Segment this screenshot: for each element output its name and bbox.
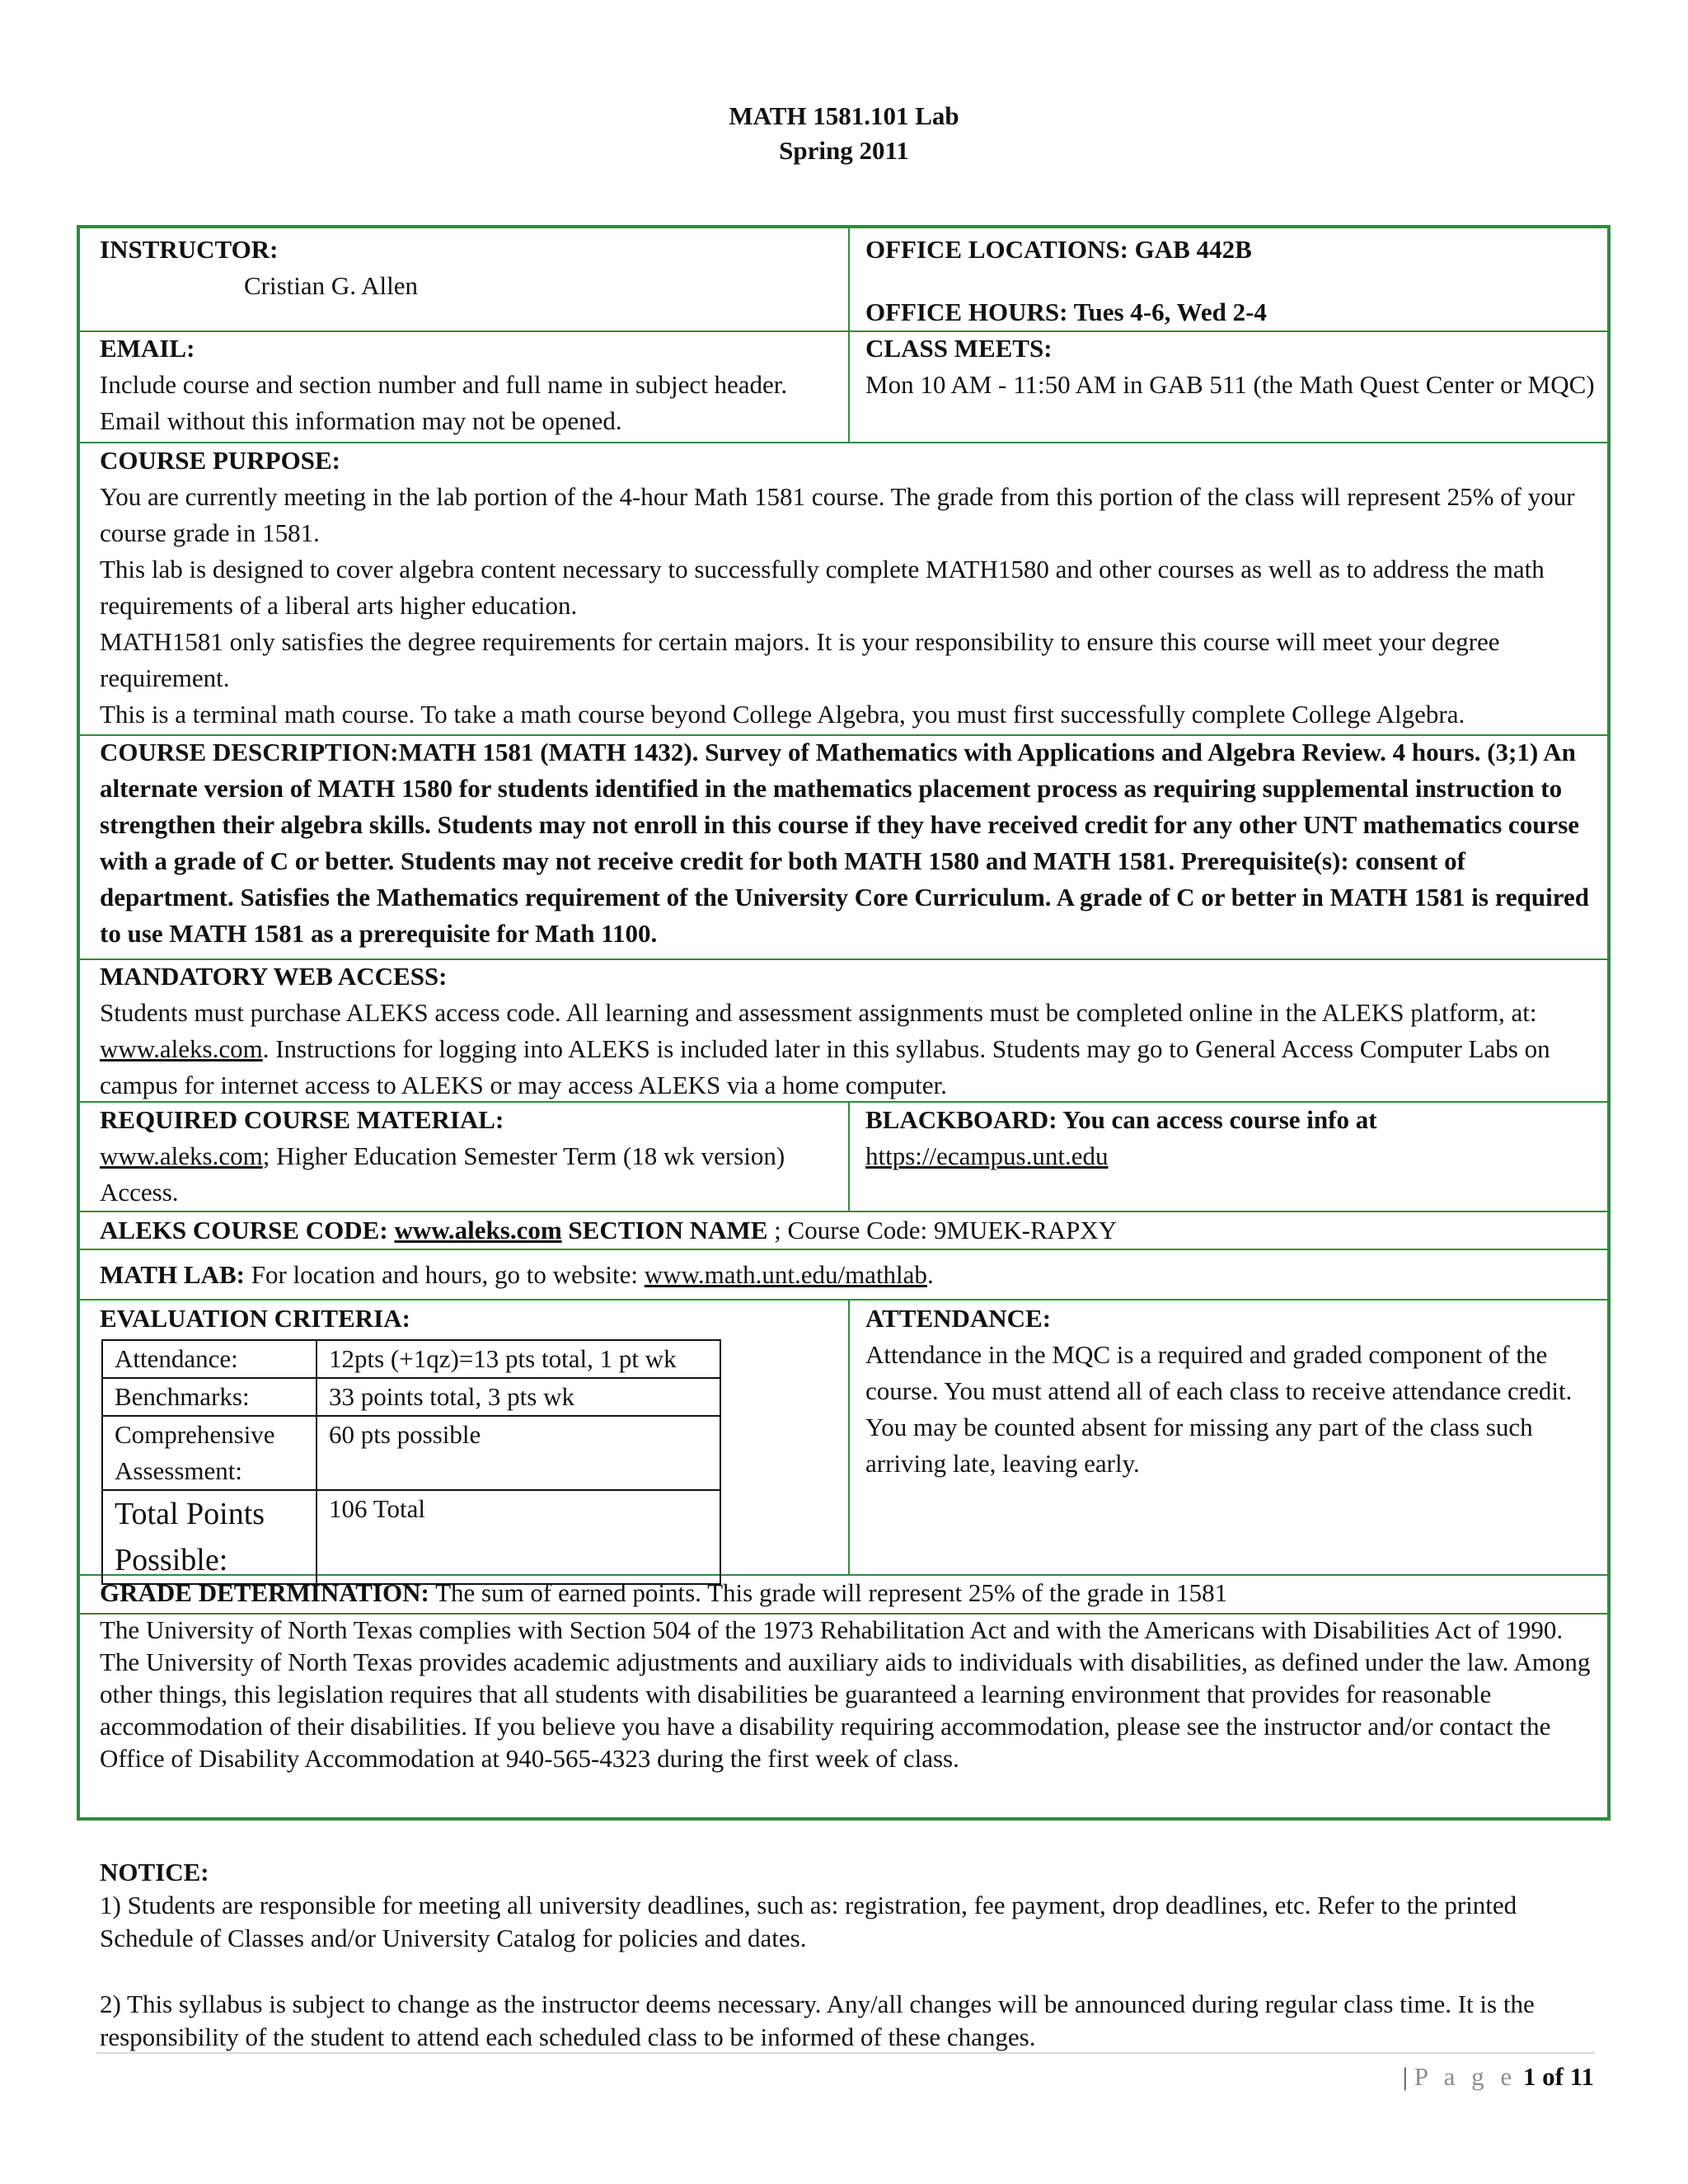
office-locations: OFFICE LOCATIONS: GAB 442B — [865, 235, 1252, 264]
table-row — [102, 1340, 720, 1378]
section-name-label: SECTION NAME — [561, 1216, 768, 1244]
row-divider — [80, 1249, 1607, 1250]
notice-label: NOTICE: — [100, 1858, 209, 1886]
grade-determination-label: GRADE DETERMINATION: — [100, 1578, 429, 1607]
course-material-text — [100, 1138, 842, 1211]
syllabus-info-table — [77, 225, 1611, 1821]
table-cell: 12pts (+1qz)=13 pts total, 1 pt wk — [316, 1340, 720, 1378]
evaluation-label: EVALUATION CRITERIA: — [100, 1304, 410, 1333]
table-cell: 33 points total, 3 pts wk — [316, 1378, 720, 1416]
table-cell: Comprehensive Assessment: — [102, 1416, 316, 1490]
notice-section — [100, 1856, 1608, 2054]
page-footer — [1403, 2060, 1594, 2093]
table-cell: Benchmarks: — [102, 1378, 316, 1416]
course-material-label: REQUIRED COURSE MATERIAL: — [100, 1105, 504, 1134]
instructor-name: Cristian G. Allen — [244, 271, 418, 300]
math-lab-link[interactable]: www.math.unt.edu/mathlab — [644, 1260, 927, 1289]
table-row — [102, 1490, 720, 1584]
course-purpose-label: COURSE PURPOSE: — [100, 446, 340, 475]
attendance-text: Attendance in the MQC is a required and graded component of the course. You must attend all of each class to receive attendance credit. You may be counted absent for missing any part of the class such arriving late, leaving early. — [865, 1340, 1573, 1478]
table-cell: Total Points Possible: — [102, 1490, 316, 1584]
term-title: Spring 2011 — [779, 136, 909, 165]
column-divider — [848, 1299, 850, 1574]
class-meets-label: CLASS MEETS: — [865, 334, 1053, 363]
course-purpose-paragraph: This is a terminal math course. To take a math course beyond College Algebra, you must first successfully complete College Algebra. — [100, 700, 1465, 729]
course-material-detail: ; Higher Education Semester Term (18 wk version) Access. — [100, 1141, 785, 1207]
column-divider — [848, 1101, 850, 1211]
web-access-cell — [100, 958, 1601, 1104]
notice-item: 2) This syllabus is subject to change as the instructor deems necessary. Any/all changes will be announced during regular class time. It is the responsibility of the student to attend each scheduled class to be informed of these changes. — [100, 1990, 1535, 2051]
email-cell — [100, 330, 842, 439]
aleks-link[interactable]: www.aleks.com — [100, 1141, 263, 1170]
aleks-code-label: ALEKS COURSE CODE: — [100, 1216, 395, 1244]
math-lab-tail: . — [926, 1260, 934, 1289]
page-word: P a g e — [1414, 2062, 1517, 2091]
blackboard-label: BLACKBOARD: You can access course info at — [865, 1105, 1377, 1134]
course-description-text: COURSE DESCRIPTION:MATH 1581 (MATH 1432). Survey of Mathematics with Applications and Algebra Review. 4 hours. (3;1) An alternate version of MATH 1580 for students identified in the mathematics placement process as requiring supplemental instruction to strengthen their algebra skills. Students may not enroll in this course if they have received credit for any other UNT mathematics course with a grade of C or better. Students may not receive credit for both MATH 1580 and MATH 1581. Prerequisite(s): consent of department. Satisfies the Mathematics requirement of the University Core Curriculum. A grade of C or better in MATH 1581 is required to use MATH 1581 as a prerequisite for Math 1100. — [100, 738, 1589, 948]
grade-determination-cell — [100, 1575, 1601, 1611]
instructor-cell — [100, 232, 842, 304]
office-hours: OFFICE HOURS: Tues 4-6, Wed 2-4 — [865, 298, 1267, 326]
notice-item: 1) Students are responsible for meeting all university deadlines, such as: registration, fee payment, drop deadlines, etc. Refer to the printed Schedule of Classes and/or University Catalog for policies and dates. — [100, 1891, 1517, 1952]
table-cell: 106 Total — [316, 1490, 720, 1584]
evaluation-cell — [100, 1301, 842, 1337]
table-row — [102, 1416, 720, 1490]
web-access-text-end: . Instructions for logging into ALEKS is included later in this syllabus. Students may go to General Access Computer Labs on campus for internet access to ALEKS or may access ALEKS via a home computer. — [100, 1034, 1550, 1099]
footer-separator: | — [1402, 2062, 1409, 2091]
ada-statement-cell — [100, 1614, 1601, 1774]
document-title — [0, 99, 1688, 168]
course-purpose-paragraph: This lab is designed to cover algebra content necessary to successfully complete MATH1580 and other courses as well as to address the math requirements of a liberal arts higher education. — [100, 555, 1545, 620]
table-row — [102, 1378, 720, 1416]
evaluation-table — [101, 1339, 721, 1585]
page-number: 1 of 11 — [1522, 2062, 1594, 2091]
table-cell: Attendance: — [102, 1340, 316, 1378]
course-code-text: ; Course Code: 9MUEK-RAPXY — [767, 1216, 1118, 1244]
aleks-link[interactable]: www.aleks.com — [100, 1034, 263, 1063]
class-meets-cell — [865, 330, 1607, 403]
web-access-text-start: Students must purchase ALEKS access code. All learning and assessment assignments must be completed online in the ALEKS platform, at: — [100, 998, 1537, 1027]
grade-determination-text: The sum of earned points. This grade will represent 25% of the grade in 1581 — [429, 1578, 1228, 1607]
email-label: EMAIL: — [100, 334, 195, 363]
attendance-label: ATTENDANCE: — [865, 1304, 1052, 1333]
course-material-cell — [100, 1102, 842, 1211]
aleks-code-cell — [100, 1212, 1601, 1249]
web-access-label: MANDATORY WEB ACCESS: — [100, 962, 448, 991]
math-lab-text: For location and hours, go to website: — [244, 1260, 645, 1289]
course-purpose-paragraph: You are currently meeting in the lab portion of the 4-hour Math 1581 course. The grade from this portion of the class will represent 25% of your course grade in 1581. — [100, 482, 1575, 547]
aleks-link[interactable]: www.aleks.com — [394, 1216, 562, 1244]
class-meets-text: Mon 10 AM - 11:50 AM in GAB 511 (the Math Quest Center or MQC) — [865, 370, 1595, 399]
office-cell — [865, 232, 1599, 330]
course-purpose-paragraph: MATH1581 only satisfies the degree requirements for certain majors. It is your responsibility to ensure this course will meet your degree requirement. — [100, 627, 1500, 692]
ada-statement: The University of North Texas complies with Section 504 of the 1973 Rehabilitation Act and with the Americans with Disabilities Act of 1990. The University of North Texas provides academic adjustments and auxiliary aids to individuals with disabilities, as defined under the law. Among other things, this legislation requires that all students with disabilities be guaranteed a learning environment that provides for reasonable accommodation of their disabilities. If you believe you have a disability requiring accommodation, please see the instructor and/or contact the Office of Disability Accommodation at 940-565-4323 during the first week of class. — [100, 1615, 1591, 1773]
course-purpose-cell — [100, 443, 1601, 733]
email-text: Include course and section number and full name in subject header. Email without this information may not be opened. — [100, 370, 788, 435]
instructor-label: INSTRUCTOR: — [100, 235, 279, 264]
ecampus-link[interactable]: https://ecampus.unt.edu — [865, 1141, 1109, 1170]
course-title: MATH 1581.101 Lab — [729, 101, 959, 130]
column-divider — [848, 228, 850, 442]
attendance-cell — [865, 1301, 1599, 1482]
web-access-text — [100, 995, 1601, 1104]
math-lab-label: MATH LAB: — [100, 1260, 245, 1289]
course-description-cell — [100, 734, 1601, 952]
blackboard-cell — [865, 1102, 1599, 1174]
table-cell: 60 pts possible — [316, 1416, 720, 1490]
footer-divider — [96, 2052, 1595, 2054]
math-lab-cell — [100, 1257, 1601, 1293]
